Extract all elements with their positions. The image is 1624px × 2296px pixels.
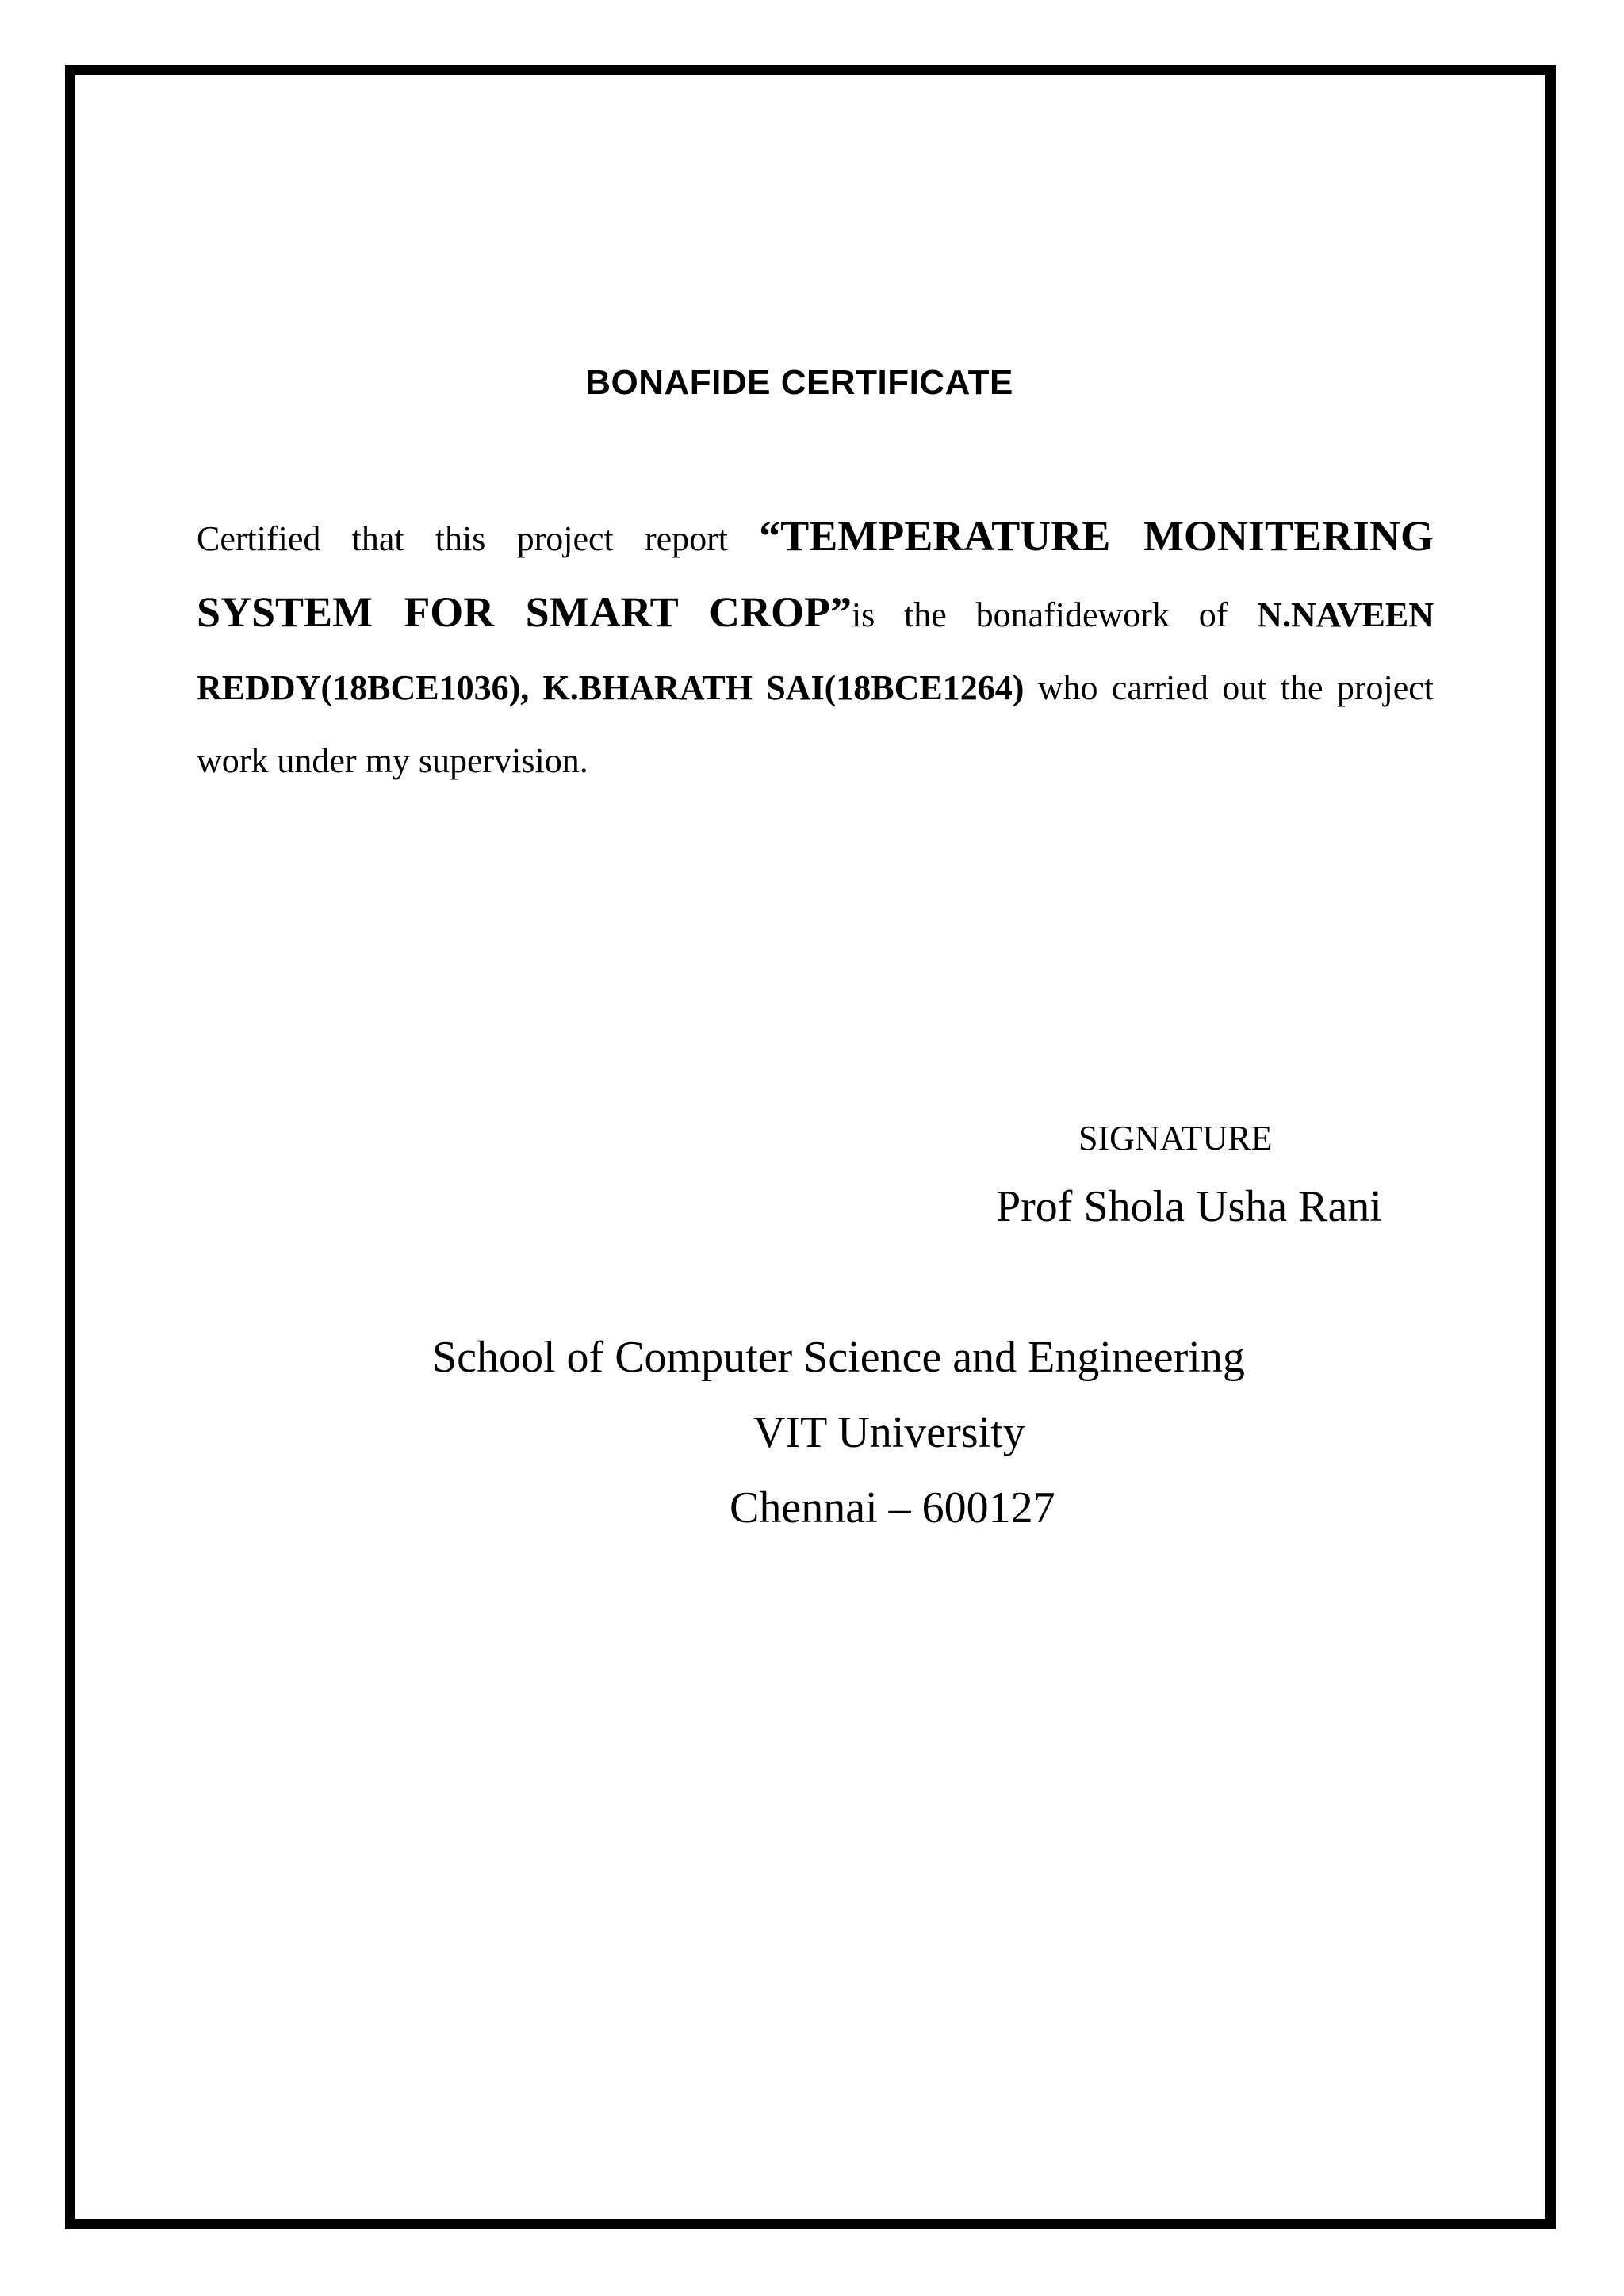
intro-text: Certified that this project report — [197, 519, 760, 558]
certificate-body — [197, 499, 1434, 798]
signature-label: SIGNATURE — [1078, 1119, 1273, 1158]
project-title: “TEMPERATURE MONITERING SYSTEM FOR SMART CROP” — [197, 512, 1434, 636]
university-name: VIT University — [753, 1408, 1025, 1457]
school-name: School of Computer Science and Engineering — [432, 1333, 1245, 1382]
student-names: N.NAVEEN REDDY(18BCE1036), K.BHARATH SAI(18BCE1264) — [197, 595, 1434, 707]
closing-text: who carried out the project work under my supervision. — [197, 668, 1434, 780]
city-pincode: Chennai – 600127 — [730, 1483, 1055, 1533]
certificate-heading: BONAFIDE CERTIFICATE — [585, 363, 1013, 402]
supervisor-name: Prof Shola Usha Rani — [996, 1182, 1382, 1231]
mid-text: is the bonafidework of — [851, 595, 1258, 634]
